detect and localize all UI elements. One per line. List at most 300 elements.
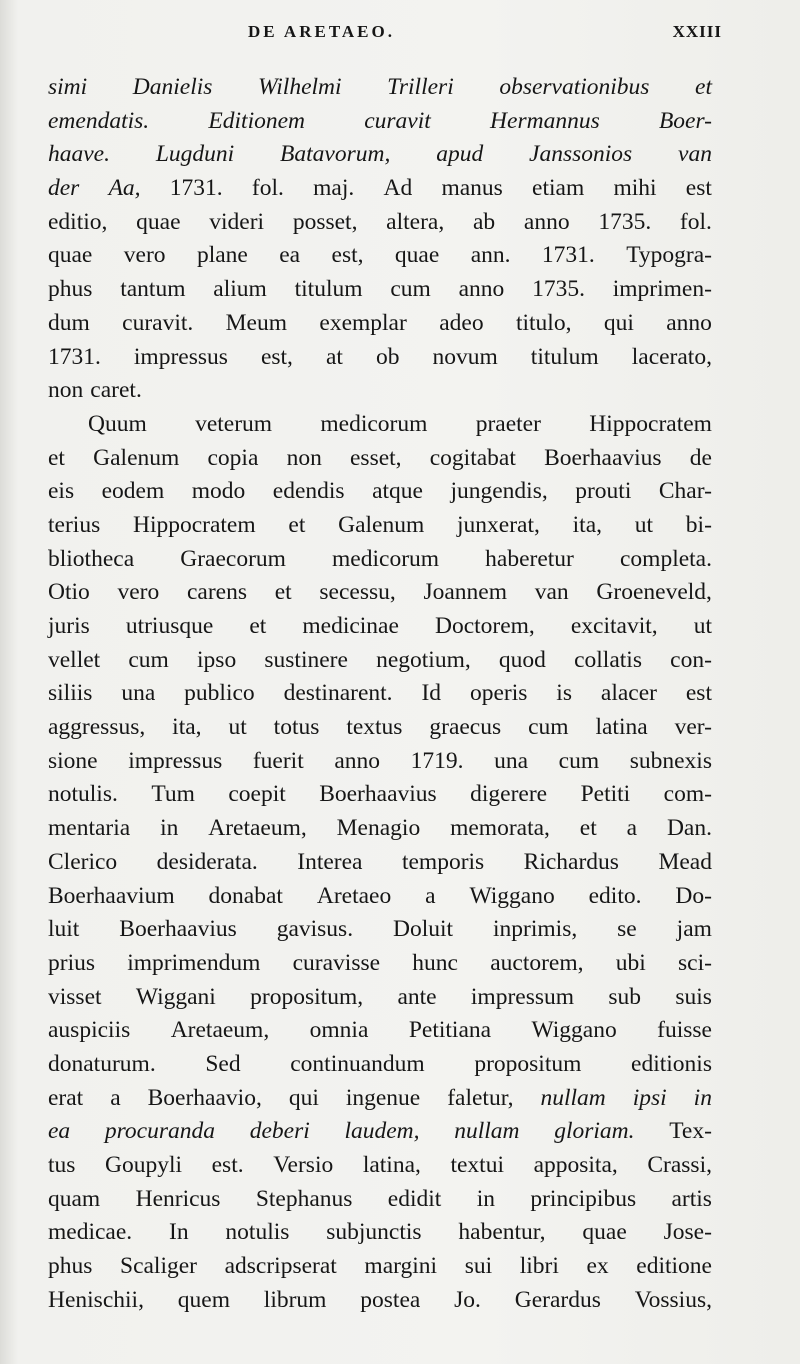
word: Joannem [423, 579, 508, 606]
word: et [48, 444, 65, 471]
word: secessu, [319, 579, 396, 606]
word: editione [636, 1253, 712, 1280]
text-line [48, 546, 712, 580]
word: ita, [172, 714, 202, 741]
text-line [48, 1253, 712, 1287]
word: est. [211, 1152, 244, 1178]
word: phus [48, 276, 93, 303]
word: ea [48, 1118, 71, 1145]
word: Hippocratem [132, 511, 256, 538]
word: titulum [294, 276, 363, 303]
word: utriusque [125, 613, 214, 639]
word: maj. [313, 175, 355, 202]
word: eodem [101, 478, 165, 505]
word: videri [209, 208, 265, 235]
word: anno [458, 276, 505, 303]
word: Wiggano [531, 1017, 617, 1044]
word: Galenum [93, 444, 180, 471]
word: textus [346, 714, 403, 741]
word: siliis [48, 680, 93, 707]
text-line [48, 579, 712, 613]
word: mihi [613, 175, 657, 202]
word: collatis [574, 646, 642, 673]
word: ut [693, 613, 712, 639]
word: Danielis [132, 74, 213, 100]
word: vero [123, 242, 166, 269]
word: cum [390, 276, 431, 303]
word: notulis [225, 1219, 290, 1246]
word: Typogra- [626, 242, 712, 269]
word: sustinere [264, 646, 348, 673]
word: anno [334, 747, 381, 774]
word: textui [450, 1152, 504, 1178]
word: hunc [412, 949, 458, 976]
word: terius [48, 511, 101, 538]
word: donabat [208, 882, 283, 909]
word: subnexis [629, 747, 712, 774]
word: Groeneveld, [596, 579, 712, 606]
word: se [617, 916, 637, 943]
word: omnia [309, 1017, 369, 1044]
word: auctorem, [490, 949, 584, 976]
word: Boerhaavio, [147, 1084, 262, 1111]
word: Wiggano [469, 882, 555, 909]
word: Boerhaavius [119, 916, 237, 943]
word: lacerato, [631, 343, 712, 370]
word: donaturum. [48, 1050, 156, 1077]
word: observationibus [499, 74, 650, 100]
word: edidit [387, 1185, 442, 1212]
word: Galenum [338, 511, 425, 538]
word: principibus [530, 1185, 637, 1212]
text-line [48, 1017, 712, 1051]
word: medicinae [302, 613, 399, 639]
word: junxerat, [457, 511, 540, 538]
word: erat [48, 1084, 84, 1111]
word: Otio [48, 579, 90, 606]
word: Trilleri [387, 74, 454, 100]
word: quae [48, 242, 93, 269]
word: adscripserat [224, 1253, 337, 1280]
word: emendatis. [48, 107, 150, 134]
word: bi- [685, 511, 712, 538]
word: a [110, 1084, 121, 1111]
word: totus [273, 714, 320, 741]
word: exemplar [319, 309, 407, 336]
word: modo [191, 478, 246, 505]
word: subjunctis [326, 1219, 422, 1246]
word: nullam [540, 1084, 606, 1111]
text-line [48, 950, 712, 984]
word: latina [595, 714, 648, 741]
word: Richardus [523, 848, 619, 875]
text-line [48, 445, 712, 479]
word: gloriam. [554, 1118, 635, 1145]
word: impressus [128, 747, 223, 774]
word: medicorum [320, 410, 428, 437]
word: editionis [631, 1050, 712, 1077]
word: sione [48, 747, 98, 774]
word: Wiggani [135, 983, 216, 1010]
word: cogitabat [429, 444, 516, 471]
text-line [48, 74, 712, 108]
word: Quum [88, 410, 147, 437]
word: Hippocratem [589, 410, 712, 437]
word: cum [128, 646, 169, 673]
word: in [693, 1084, 712, 1111]
word: ea [279, 242, 301, 269]
word: Henischii, [48, 1286, 144, 1313]
word: et [274, 579, 292, 606]
word: ipsi [632, 1084, 667, 1111]
word: est [685, 175, 712, 202]
word: digerere [470, 781, 548, 808]
word: Goupyli [105, 1152, 183, 1178]
word: mentaria [48, 815, 131, 842]
word: nullam [454, 1118, 520, 1145]
word: fuerit [252, 747, 304, 774]
word: notulis. [48, 781, 118, 808]
word: esset, [350, 444, 402, 471]
word: Boer- [658, 107, 712, 134]
text-line [48, 781, 712, 815]
word: Dan. [666, 815, 712, 842]
word: haberetur [485, 545, 574, 572]
word: ita, [572, 511, 603, 538]
word: Doctorem, [434, 613, 535, 639]
word: continuandum [290, 1050, 425, 1077]
word: Janssonios [529, 141, 633, 168]
text-line [48, 209, 712, 243]
word: quod [498, 646, 546, 673]
word: haave. [48, 141, 110, 168]
word: cum [528, 714, 569, 741]
text-line [48, 714, 712, 748]
word: in [160, 815, 179, 842]
word: de [689, 444, 712, 471]
page-number: XXIII [672, 22, 722, 41]
text-line [48, 680, 712, 714]
word: cum [558, 747, 600, 774]
word: juris [48, 613, 90, 639]
word: con- [670, 646, 712, 673]
word: aggressus, [48, 714, 146, 741]
word: apud [436, 141, 484, 168]
word: Crassi, [647, 1152, 712, 1178]
word: titulum [530, 343, 599, 370]
word: suis [675, 983, 712, 1010]
text-line [48, 1186, 712, 1220]
word: Aretaeum, [208, 815, 307, 842]
word: quae [582, 1219, 627, 1246]
word: caret. [90, 377, 142, 404]
word: Lugduni [155, 141, 235, 168]
word: auspiciis [48, 1017, 131, 1044]
word: qui [603, 309, 634, 336]
word: Id [421, 680, 442, 707]
word: altera, [386, 208, 445, 235]
word: 1731. [169, 175, 223, 202]
word: Char- [658, 478, 712, 505]
word: propositum [474, 1050, 582, 1077]
word: Gerardus [514, 1286, 601, 1313]
word: luit [48, 916, 80, 943]
word: copia [207, 444, 259, 471]
word: quae [394, 242, 440, 269]
word: Jo. [454, 1286, 481, 1313]
text-line [48, 276, 712, 310]
text-line [48, 647, 712, 681]
running-title: DE ARETAEO. [248, 22, 395, 41]
word: est [685, 680, 712, 707]
text-line [48, 748, 712, 782]
text-line [48, 242, 712, 276]
word: graecus [429, 714, 502, 741]
word: ob [375, 343, 400, 370]
word: carens [186, 579, 247, 606]
word: sci- [678, 949, 712, 976]
word: quam [48, 1185, 101, 1212]
word: Tum [151, 781, 195, 808]
word: quem [177, 1286, 230, 1313]
word: titulo, [515, 309, 572, 336]
word: jungendis, [450, 478, 548, 505]
word: adeo [439, 309, 484, 336]
word: Petitiana [408, 1017, 492, 1044]
word: Graecorum [180, 545, 286, 572]
word: est, [260, 343, 293, 370]
text-line [48, 175, 712, 209]
text-line [48, 478, 712, 512]
word: Jose- [663, 1219, 712, 1246]
word: ut [634, 511, 654, 538]
text-line [48, 310, 712, 344]
word: gavisus. [276, 916, 354, 943]
word: bliotheca [48, 545, 135, 572]
word: fuisse [657, 1017, 712, 1044]
word: van [534, 579, 569, 606]
word: est, [331, 242, 364, 269]
word: simi [48, 74, 88, 100]
word: apposita, [533, 1152, 618, 1178]
text-line [48, 141, 712, 175]
text-line [48, 883, 712, 917]
word: jam [676, 916, 712, 943]
word: ann. [470, 242, 511, 269]
word: prius [48, 949, 95, 976]
word: 1731. [48, 343, 101, 370]
word: Boerhaavius [319, 781, 437, 808]
word: Tex- [669, 1118, 712, 1145]
word: destinarent. [283, 680, 393, 707]
text-line [48, 108, 712, 142]
word: vellet [48, 646, 101, 673]
word: Petiti [580, 781, 631, 808]
word: propositum, [250, 983, 364, 1010]
word: excitavit, [570, 613, 658, 639]
text-line [48, 916, 712, 950]
word: sub [608, 983, 642, 1010]
word: In [169, 1219, 189, 1246]
word: impressus [133, 343, 228, 370]
word: curavisse [292, 949, 381, 976]
word: is [556, 680, 572, 707]
word: memorata, [450, 815, 550, 842]
word: praeter [475, 410, 541, 437]
word: imprimen- [612, 276, 712, 303]
word: ipso [197, 646, 237, 673]
word: edito. [588, 882, 642, 909]
word: publico [184, 680, 255, 707]
word: ver- [674, 714, 712, 741]
word: completa. [619, 545, 712, 572]
word: posset, [292, 208, 358, 235]
word: faletur, [447, 1084, 514, 1111]
word: Editionem [208, 107, 305, 134]
word: margini [364, 1253, 438, 1280]
word: coepit [228, 781, 286, 808]
word: atque [372, 478, 423, 505]
word: 1735. [598, 208, 652, 235]
text-line [48, 849, 712, 883]
word: medicae. [48, 1219, 133, 1246]
text-line [48, 1152, 712, 1186]
word: inprimis, [493, 916, 578, 943]
word: Batavorum, [280, 141, 391, 168]
word: vero [117, 579, 160, 606]
word: operis [469, 680, 528, 707]
word: Scaliger [120, 1253, 197, 1280]
word: ingenue [345, 1084, 421, 1111]
word: Ad [383, 175, 413, 202]
word: libri [519, 1253, 559, 1280]
word: una [494, 747, 529, 774]
word: dum [48, 309, 90, 336]
word: non [286, 444, 322, 471]
text-line [48, 1118, 712, 1152]
word: postea [360, 1286, 421, 1313]
text-line [48, 1051, 712, 1085]
word: visset [48, 983, 102, 1010]
word: tantum [120, 276, 186, 303]
body-text [48, 74, 712, 1320]
word: a [626, 815, 638, 842]
word: curavit. [122, 309, 194, 336]
word: Henricus [135, 1185, 221, 1212]
word: Doluit [393, 916, 454, 943]
text-line [48, 984, 712, 1018]
word: fol. [251, 175, 284, 202]
word: artis [671, 1185, 712, 1212]
word: et [579, 815, 597, 842]
word: qui [288, 1084, 319, 1111]
word: ubi [615, 949, 646, 976]
word: fol. [679, 208, 712, 235]
word: Boerhaavius [544, 444, 662, 471]
text-line [48, 411, 712, 445]
word: sui [464, 1253, 493, 1280]
word: una [121, 680, 156, 707]
word: procuranda [104, 1118, 215, 1145]
word: eis [48, 478, 75, 505]
word: negotium, [376, 646, 471, 673]
text-line [48, 815, 712, 849]
word: ex [586, 1253, 609, 1280]
word: phus [48, 1253, 93, 1280]
word: Hermannus [490, 107, 600, 134]
word: Mead [658, 848, 712, 875]
word: editio, [48, 208, 108, 235]
word: Aa, [108, 175, 141, 202]
word: Sed [205, 1050, 241, 1077]
word: temporis [401, 848, 485, 875]
word: desiderata. [156, 848, 258, 875]
word: Vossius, [634, 1286, 712, 1313]
word: laudem, [344, 1118, 420, 1145]
word: edendis [272, 478, 345, 505]
word: a [425, 882, 436, 909]
word: etiam [532, 175, 585, 202]
word: 1719. [410, 747, 464, 774]
word: anno [666, 309, 712, 336]
word: plane [196, 242, 248, 269]
word: der [48, 175, 80, 202]
text-line [48, 1085, 712, 1119]
word: medicorum [332, 545, 440, 572]
word: ut [228, 714, 247, 741]
text-line [48, 377, 712, 411]
word: alacer [600, 680, 657, 707]
word: quae [136, 208, 181, 235]
word: Versio [273, 1152, 334, 1178]
word: alium [213, 276, 267, 303]
word: com- [663, 781, 712, 808]
word: novum [432, 343, 498, 370]
word: anno [523, 208, 570, 235]
text-line [48, 1287, 712, 1321]
word: impressum [470, 983, 575, 1010]
word: Stephanus [255, 1185, 353, 1212]
word: non [48, 377, 84, 404]
word: latina, [362, 1152, 421, 1178]
word: ab [472, 208, 496, 235]
word: veterum [195, 410, 273, 437]
word: manus [441, 175, 503, 202]
word: tus [48, 1152, 76, 1178]
word: librum [263, 1286, 327, 1313]
word: et [288, 511, 306, 538]
word: Menagio [336, 815, 421, 842]
text-line [48, 344, 712, 378]
word: ante [397, 983, 437, 1010]
word: prouti [575, 478, 632, 505]
word: deberi [249, 1118, 310, 1145]
text-line [48, 613, 712, 647]
word: et [249, 613, 267, 639]
text-line [48, 1219, 712, 1253]
word: at [325, 343, 343, 370]
word: Do- [675, 882, 712, 909]
word: habentur, [458, 1219, 546, 1246]
word: Interea [297, 848, 363, 875]
word: Clerico [48, 848, 118, 875]
page-header [48, 22, 722, 52]
word: 1735. [532, 276, 585, 303]
word: Wilhelmi [257, 74, 342, 100]
text-line [48, 512, 712, 546]
word: Aretaeum, [170, 1017, 270, 1044]
word: et [695, 74, 712, 100]
